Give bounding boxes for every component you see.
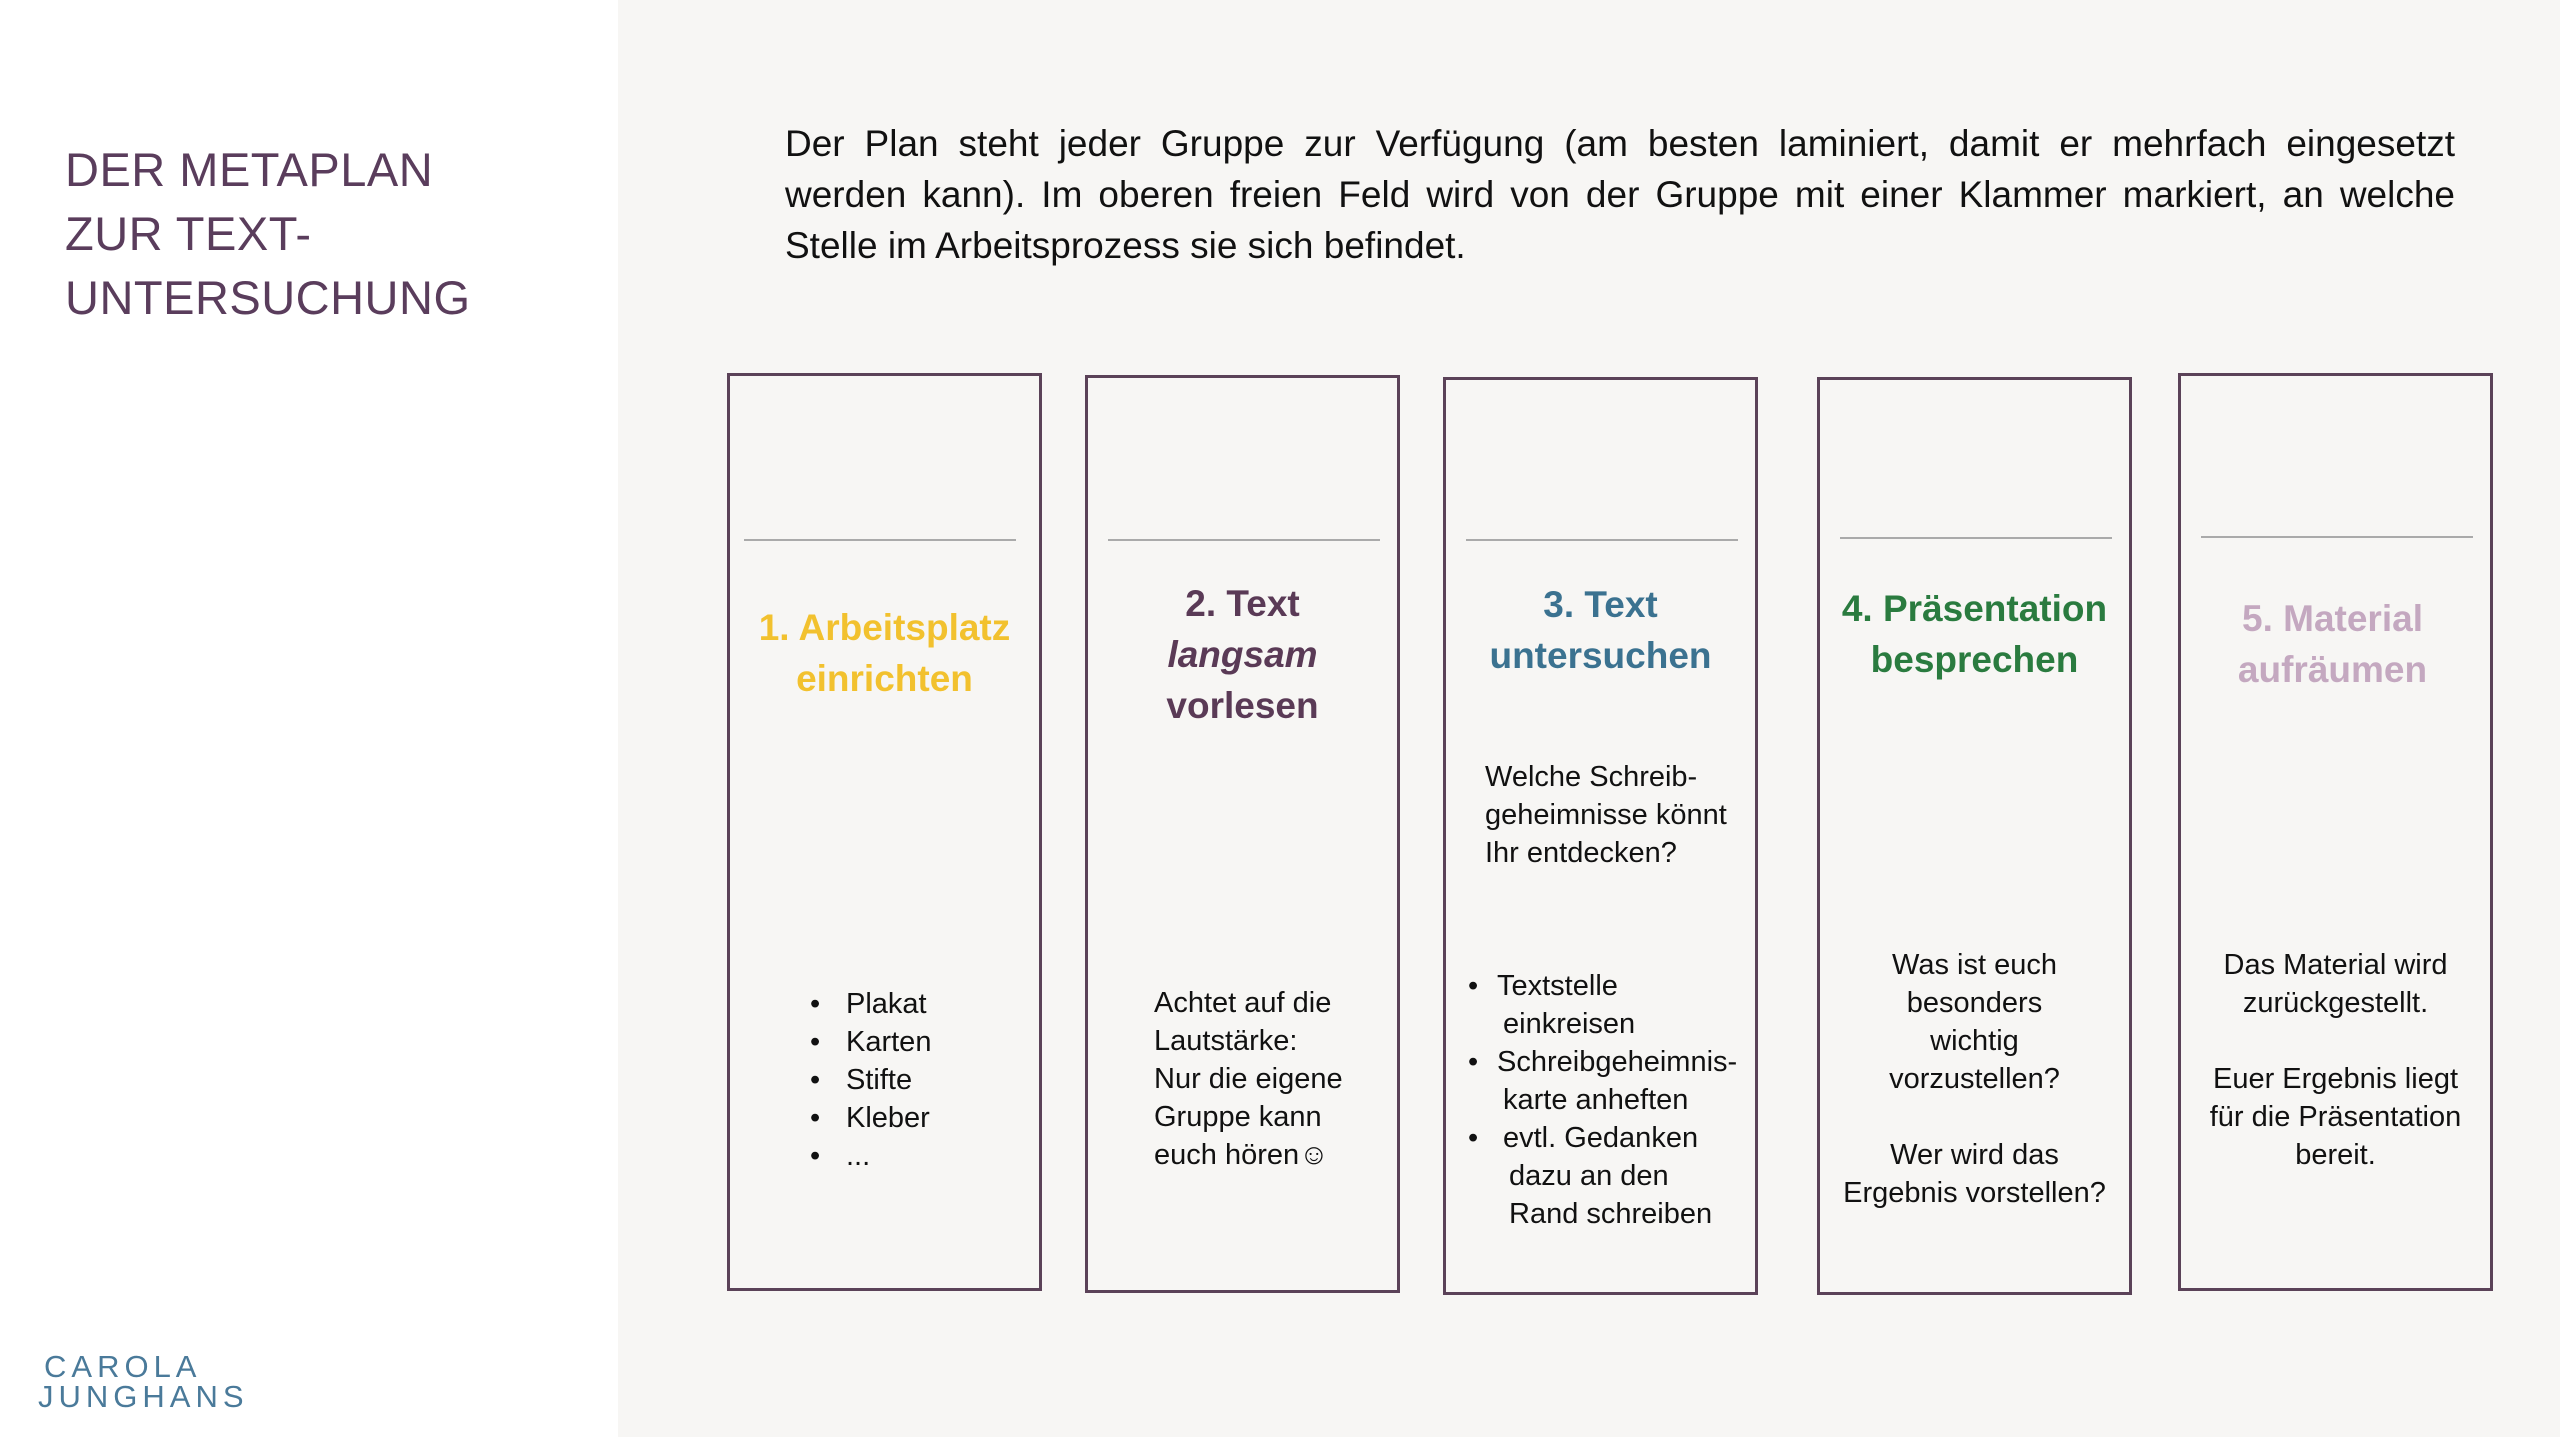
list-item-line: • Textstelle: [1497, 970, 1618, 1002]
card-body: [1820, 946, 2129, 1212]
card-divider: [2201, 536, 2473, 538]
sidebar: [0, 0, 618, 1437]
body-line: geheimnisse könnt: [1485, 799, 1727, 831]
list-item: • ...: [810, 1137, 1030, 1175]
list-item-line: einkreisen: [1503, 1008, 1636, 1040]
list-item-line: Rand schreiben: [1509, 1198, 1713, 1230]
list-item: • Kleber: [810, 1099, 1030, 1137]
title-line: UNTERSUCHUNG: [65, 271, 471, 324]
body-line: Ihr entdecken?: [1485, 837, 1677, 869]
card-body: [810, 985, 1030, 1175]
card-title: [730, 602, 1039, 704]
body-line: vorzustellen?: [1889, 1063, 2060, 1095]
metaplan-card-2: [1085, 375, 1400, 1293]
body-line: zurückgestellt.: [2242, 987, 2429, 1019]
brand-line: JUNGHANS: [38, 1379, 249, 1414]
body-line: euch hören☺: [1154, 1139, 1329, 1171]
body-line: Achtet auf die: [1154, 987, 1332, 1019]
card-body: [1154, 984, 1394, 1174]
body-line: Euer Ergebnis liegt: [2212, 1063, 2459, 1095]
slide-title: [65, 138, 471, 330]
card-title: [1446, 579, 1755, 681]
body-line: besonders: [1906, 987, 2043, 1019]
card-divider: [1466, 539, 1738, 541]
card-title-line: besprechen: [1870, 639, 2079, 680]
card-title: [1088, 578, 1397, 731]
list-item-line: dazu an den: [1509, 1160, 1669, 1192]
metaplan-card-1: [727, 373, 1042, 1291]
card-title-line: einrichten: [796, 658, 973, 699]
card-title-line: 1. Arbeitsplatz: [758, 607, 1011, 648]
list-item: [1468, 1119, 1758, 1233]
list-item: [1468, 1043, 1758, 1119]
card-title-line: vorlesen: [1166, 685, 1319, 726]
card-title-line: untersuchen: [1489, 635, 1712, 676]
brand-logo: [38, 1349, 249, 1414]
list-item-line: karte anheften: [1503, 1084, 1689, 1116]
body-line: bereit.: [2295, 1139, 2376, 1171]
body-line: Lautstärke:: [1154, 1025, 1298, 1057]
body-line: Wer wird das: [1890, 1139, 2059, 1171]
body-line: Gruppe kann: [1154, 1101, 1322, 1133]
body-line: für die Präsentation: [2209, 1101, 2462, 1133]
brand-line: CAROLA: [44, 1349, 202, 1384]
list-item-line: • Schreibgeheimnis-: [1497, 1046, 1738, 1078]
body-line: Welche Schreib-: [1485, 761, 1698, 793]
title-line: ZUR TEXT-: [65, 207, 312, 260]
list-item: • Karten: [810, 1023, 1030, 1061]
card-title: [1820, 583, 2129, 685]
card-body: [1468, 967, 1758, 1233]
card-title-line: langsam: [1167, 634, 1318, 675]
list-item: • Stifte: [810, 1061, 1030, 1099]
metaplan-card-3: [1443, 377, 1758, 1295]
card-title-line: 3. Text: [1543, 584, 1658, 625]
material-list: [810, 985, 1030, 1175]
metaplan-card-5: [2178, 373, 2493, 1291]
list-item-line: • evtl. Gedanken: [1503, 1122, 1699, 1154]
list-item: [1468, 967, 1758, 1043]
title-line: DER METAPLAN: [65, 143, 434, 196]
task-list: [1468, 967, 1758, 1233]
body-line: Das Material wird: [2223, 949, 2448, 981]
card-divider: [744, 539, 1016, 541]
metaplan-card-4: [1817, 377, 2132, 1295]
body-line: Nur die eigene: [1154, 1063, 1343, 1095]
card-title-line: aufräumen: [2237, 649, 2428, 690]
card-title: [2178, 593, 2487, 695]
intro-text: Der Plan steht jeder Gruppe zur Verfügung (am besten laminiert, damit er mehrfach eingesetzt werden kann). Im oberen freien Feld wird von der Gruppe mit einer Klammer markiert, an welche Stelle im Arbeitsprozess sie sich befindet.: [785, 123, 2455, 266]
body-line: Was ist euch: [1892, 949, 2057, 981]
card-title-line: 4. Präsentation: [1841, 588, 2108, 629]
card-divider: [1840, 537, 2112, 539]
body-line: wichtig: [1930, 1025, 2019, 1057]
card-title-line: 2. Text: [1185, 583, 1300, 624]
list-item: • Plakat: [810, 985, 1030, 1023]
card-question: [1485, 758, 1755, 872]
card-title-line: 5. Material: [2242, 598, 2423, 639]
body-line: Ergebnis vorstellen?: [1843, 1177, 2106, 1209]
card-body: [2181, 946, 2490, 1174]
card-divider: [1108, 539, 1380, 541]
